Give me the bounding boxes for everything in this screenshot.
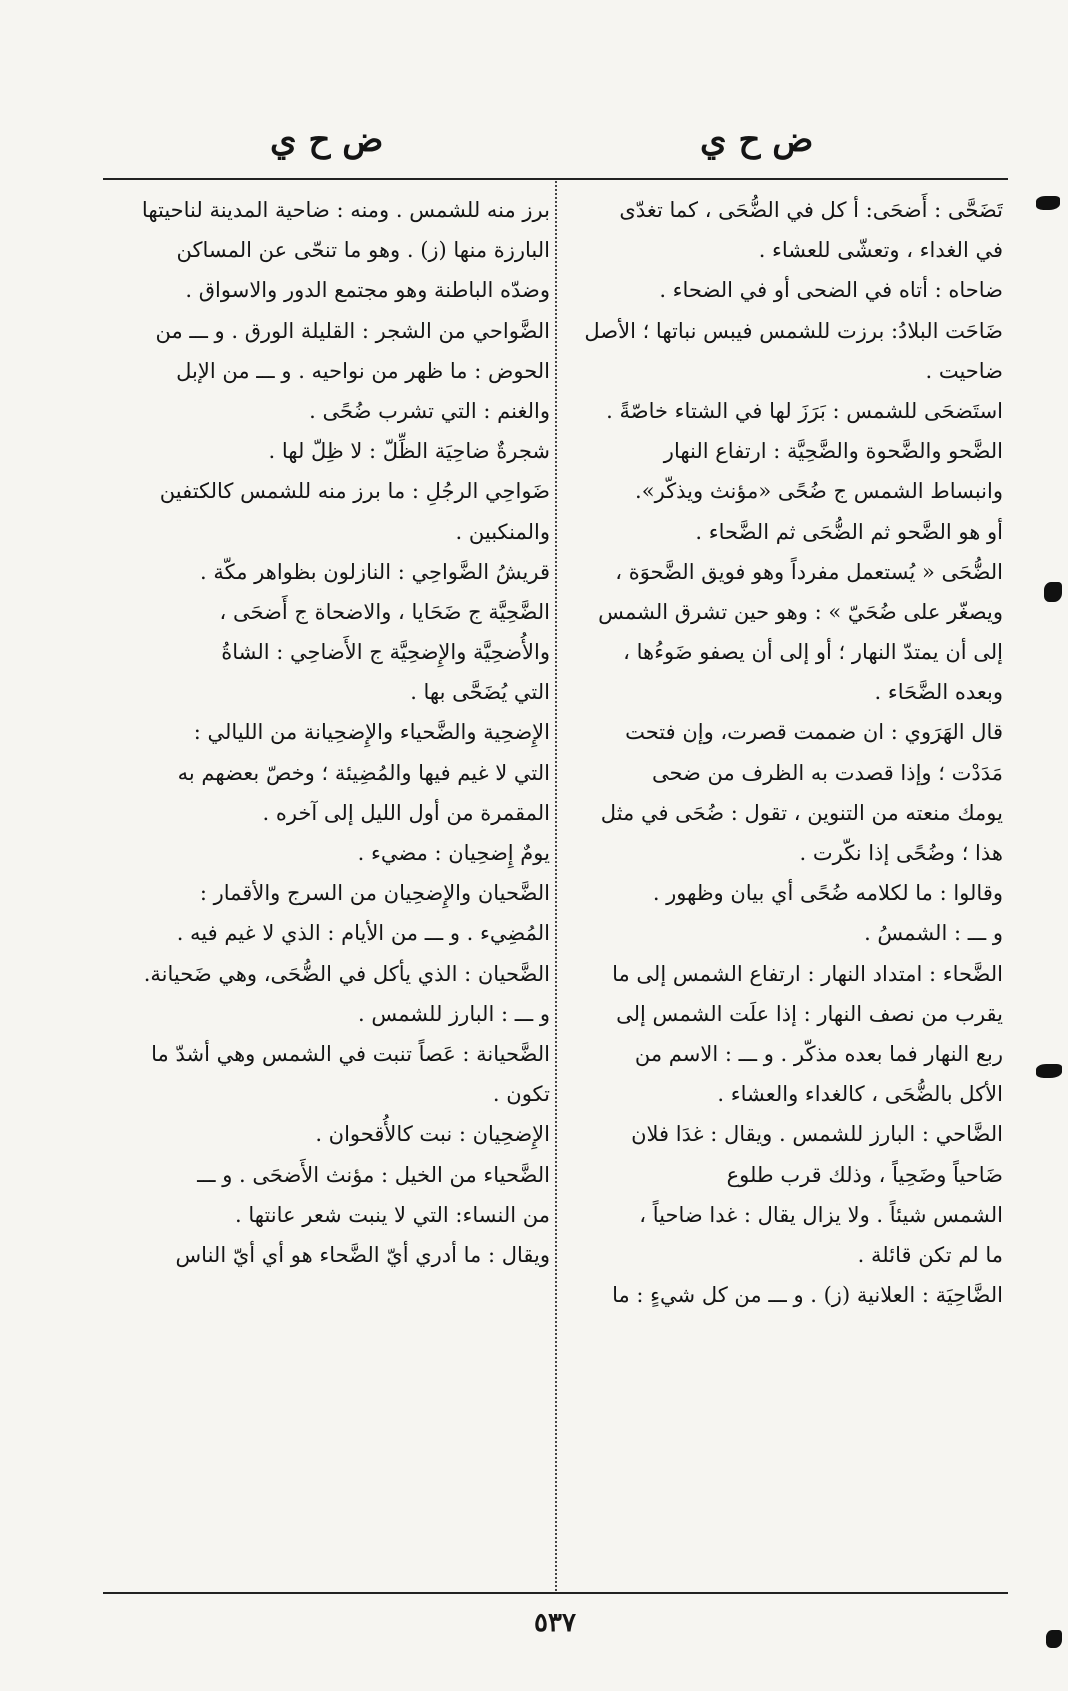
left-column <box>112 190 550 1275</box>
text-line: ضَواحِي الرجُلِ : ما برز منه للشمس كالكتفين <box>159 479 550 504</box>
text-line: برز منه للشمس . ومنه : ضاحية المدينة لناحيتها <box>141 198 550 222</box>
text-line: الضَّحيان والإِضحِيان من السرج والأقمار : <box>199 881 550 906</box>
text-line: في الغداء ، وتعشّى للعشاء . <box>758 238 1003 263</box>
margin-ink-mark <box>1036 196 1060 210</box>
text-line: شجرةٌ ضاحِيَة الظِّلّ : لا ظِلّ لها . <box>268 439 550 464</box>
column-divider <box>555 181 557 1591</box>
text-line: ويصغّر على ضُحَيّ » : وهو حين تشرق الشمس <box>598 599 1003 624</box>
text-line: الضَّاحي : البارز للشمس . ويقال : غدَا فلان <box>631 1122 1003 1147</box>
text-line: وضدّه الباطنة وهو مجتمع الدور والاسواق . <box>185 278 550 303</box>
text-line: الضَّحيان : الذي يأكل في الضُّحَى، وهي ضَحيانة. <box>143 961 550 986</box>
top-rule <box>103 178 1008 180</box>
text-line: الضَّحياء من الخيل : مؤنث الأَضحَى . و ـــ <box>197 1162 550 1187</box>
text-line: ضاحاه : أتاه في الضحى أو في الضحاء . <box>659 278 1003 303</box>
text-line: الضَّحيانة : عَصاً تنبت في الشمس وهي أشدّ ما <box>151 1041 550 1066</box>
margin-ink-mark <box>1044 582 1062 602</box>
bottom-rule <box>103 1592 1008 1594</box>
text-line: و ـــ : البارز للشمس . <box>358 1001 550 1026</box>
margin-ink-mark <box>1046 1630 1062 1648</box>
text-line: قال الهَرَوي : ان ضممت قصرت، وإن فتحت <box>625 720 1003 745</box>
text-line: ما لم تكن قائلة . <box>857 1242 1003 1267</box>
text-line: ضَاحياً وضَحِياً ، وذلك قرب طلوع <box>726 1162 1003 1187</box>
text-line: التي يُضَحَّى بها . <box>410 680 550 705</box>
text-line: ضَاحَت البلادُ: برزت للشمس فيبس نباتها ؛ الأصل <box>584 318 1003 343</box>
text-line: هذا ؛ وضُحًى إذا نكّرت . <box>799 841 1003 865</box>
text-line: ربع النهار فما بعده مذكّر . و ـــ : الاسم من <box>634 1041 1003 1066</box>
text-line: المقمرة من أول الليل إلى آخره . <box>262 800 550 825</box>
text-line: استَضحَى للشمس : بَرَزَ لها في الشتاء خاصّةً . <box>606 398 1003 423</box>
text-line: وقالوا : ما لكلامه ضُحًى أي بيان وظهور . <box>652 881 1003 906</box>
text-line: الإِضحِية والضَّحياء والإِضحِيانة من الليالي : <box>193 720 550 745</box>
text-line: يومٌ إِضحِيان : مضيء . <box>357 841 550 865</box>
text-line: الضَّحِيَّة ج ضَحَايا ، والاضحاة ج أَضحَى ، <box>219 599 550 624</box>
running-header-left: ض ح ي <box>270 120 384 160</box>
text-line: ويقال : ما أدري أيّ الضَّحاء هو أي أيّ الناس <box>175 1242 550 1267</box>
page-number: ٥٣٧ <box>534 1608 576 1638</box>
text-line: والمنكبين . <box>455 519 550 544</box>
text-line: والأُضحِيَّة والإِضحِيَّة ج الأَضاحِي : الشاةُ <box>221 640 550 665</box>
text-line: الأكل بالضُّحَى ، كالغداء والعشاء . <box>717 1082 1003 1107</box>
text-line: ضاحيت . <box>925 358 1003 383</box>
text-line: من النساء: التي لا ينبت شعر عانتها . <box>235 1202 550 1227</box>
right-column <box>565 190 1003 1315</box>
text-line: يومك منعته من التنوين ، تقول : ضُحَى في مثل <box>600 800 1003 825</box>
text-line: تَضَحَّى : أَضحَى: أ كل في الضُّحَى ، كما تغدّى <box>619 198 1003 222</box>
text-line: قريشُ الضَّواحِي : النازلون بظواهر مكّة . <box>200 559 550 584</box>
text-line: الضُّحَى « يُستعمل مفرداً وهو فويق الضَّحوَة ، <box>615 559 1003 584</box>
text-line: الحوض : ما ظهر من نواحيه . و ـــ من الإبل <box>176 358 550 383</box>
text-line: وانبساط الشمس ج ضُحًى «مؤنث ويذكّر». <box>635 479 1003 504</box>
text-line: و ـــ : الشمسُ . <box>864 921 1003 946</box>
margin-ink-mark <box>1036 1064 1062 1078</box>
text-line: المُضِيء . و ـــ من الأيام : الذي لا غيم فيه . <box>176 921 550 946</box>
text-line: الإِضحِيان : نبت كالأُقحوان . <box>315 1122 550 1147</box>
text-line: الضَّاحِيَة : العلانية (ز) . و ـــ من كل شيءٍ : ما <box>612 1283 1003 1308</box>
text-line: تكون . <box>492 1082 550 1107</box>
text-line: التي لا غيم فيها والمُضِيئة ؛ وخصّ بعضهم به <box>177 760 550 785</box>
text-line: والغنم : التي تشرب ضُحًى . <box>309 398 550 423</box>
text-line: الضَّحو والضَّحوة والضَّحِيَّة : ارتفاع النهار <box>663 439 1003 464</box>
running-header-right: ض ح ي <box>700 120 814 160</box>
text-line: الضَّحاء : امتداد النهار : ارتفاع الشمس إلى ما <box>612 961 1003 986</box>
text-line: البارزة منها (ز) . وهو ما تنحّى عن المساكن <box>176 238 550 263</box>
text-line: وبعده الضَّحَاء . <box>874 680 1003 705</box>
text-line: أو هو الضَّحو ثم الضُّحَى ثم الضَّحاء . <box>695 519 1003 544</box>
text-line: الضَّواحي من الشجر : القليلة الورق . و ـــ من <box>155 318 550 343</box>
text-line: مَدَدْت ؛ وإذا قصدت به الظرف من ضحى <box>651 760 1003 785</box>
text-line: يقرب من نصف النهار : إذا علَت الشمس إلى <box>616 1001 1003 1026</box>
text-line: الشمس شيئاً . ولا يزال يقال : غدا ضاحياً ، <box>639 1202 1003 1227</box>
text-line: إلى أن يمتدّ النهار ؛ أو إلى أن يصفو ضَوءُها ، <box>623 640 1003 665</box>
